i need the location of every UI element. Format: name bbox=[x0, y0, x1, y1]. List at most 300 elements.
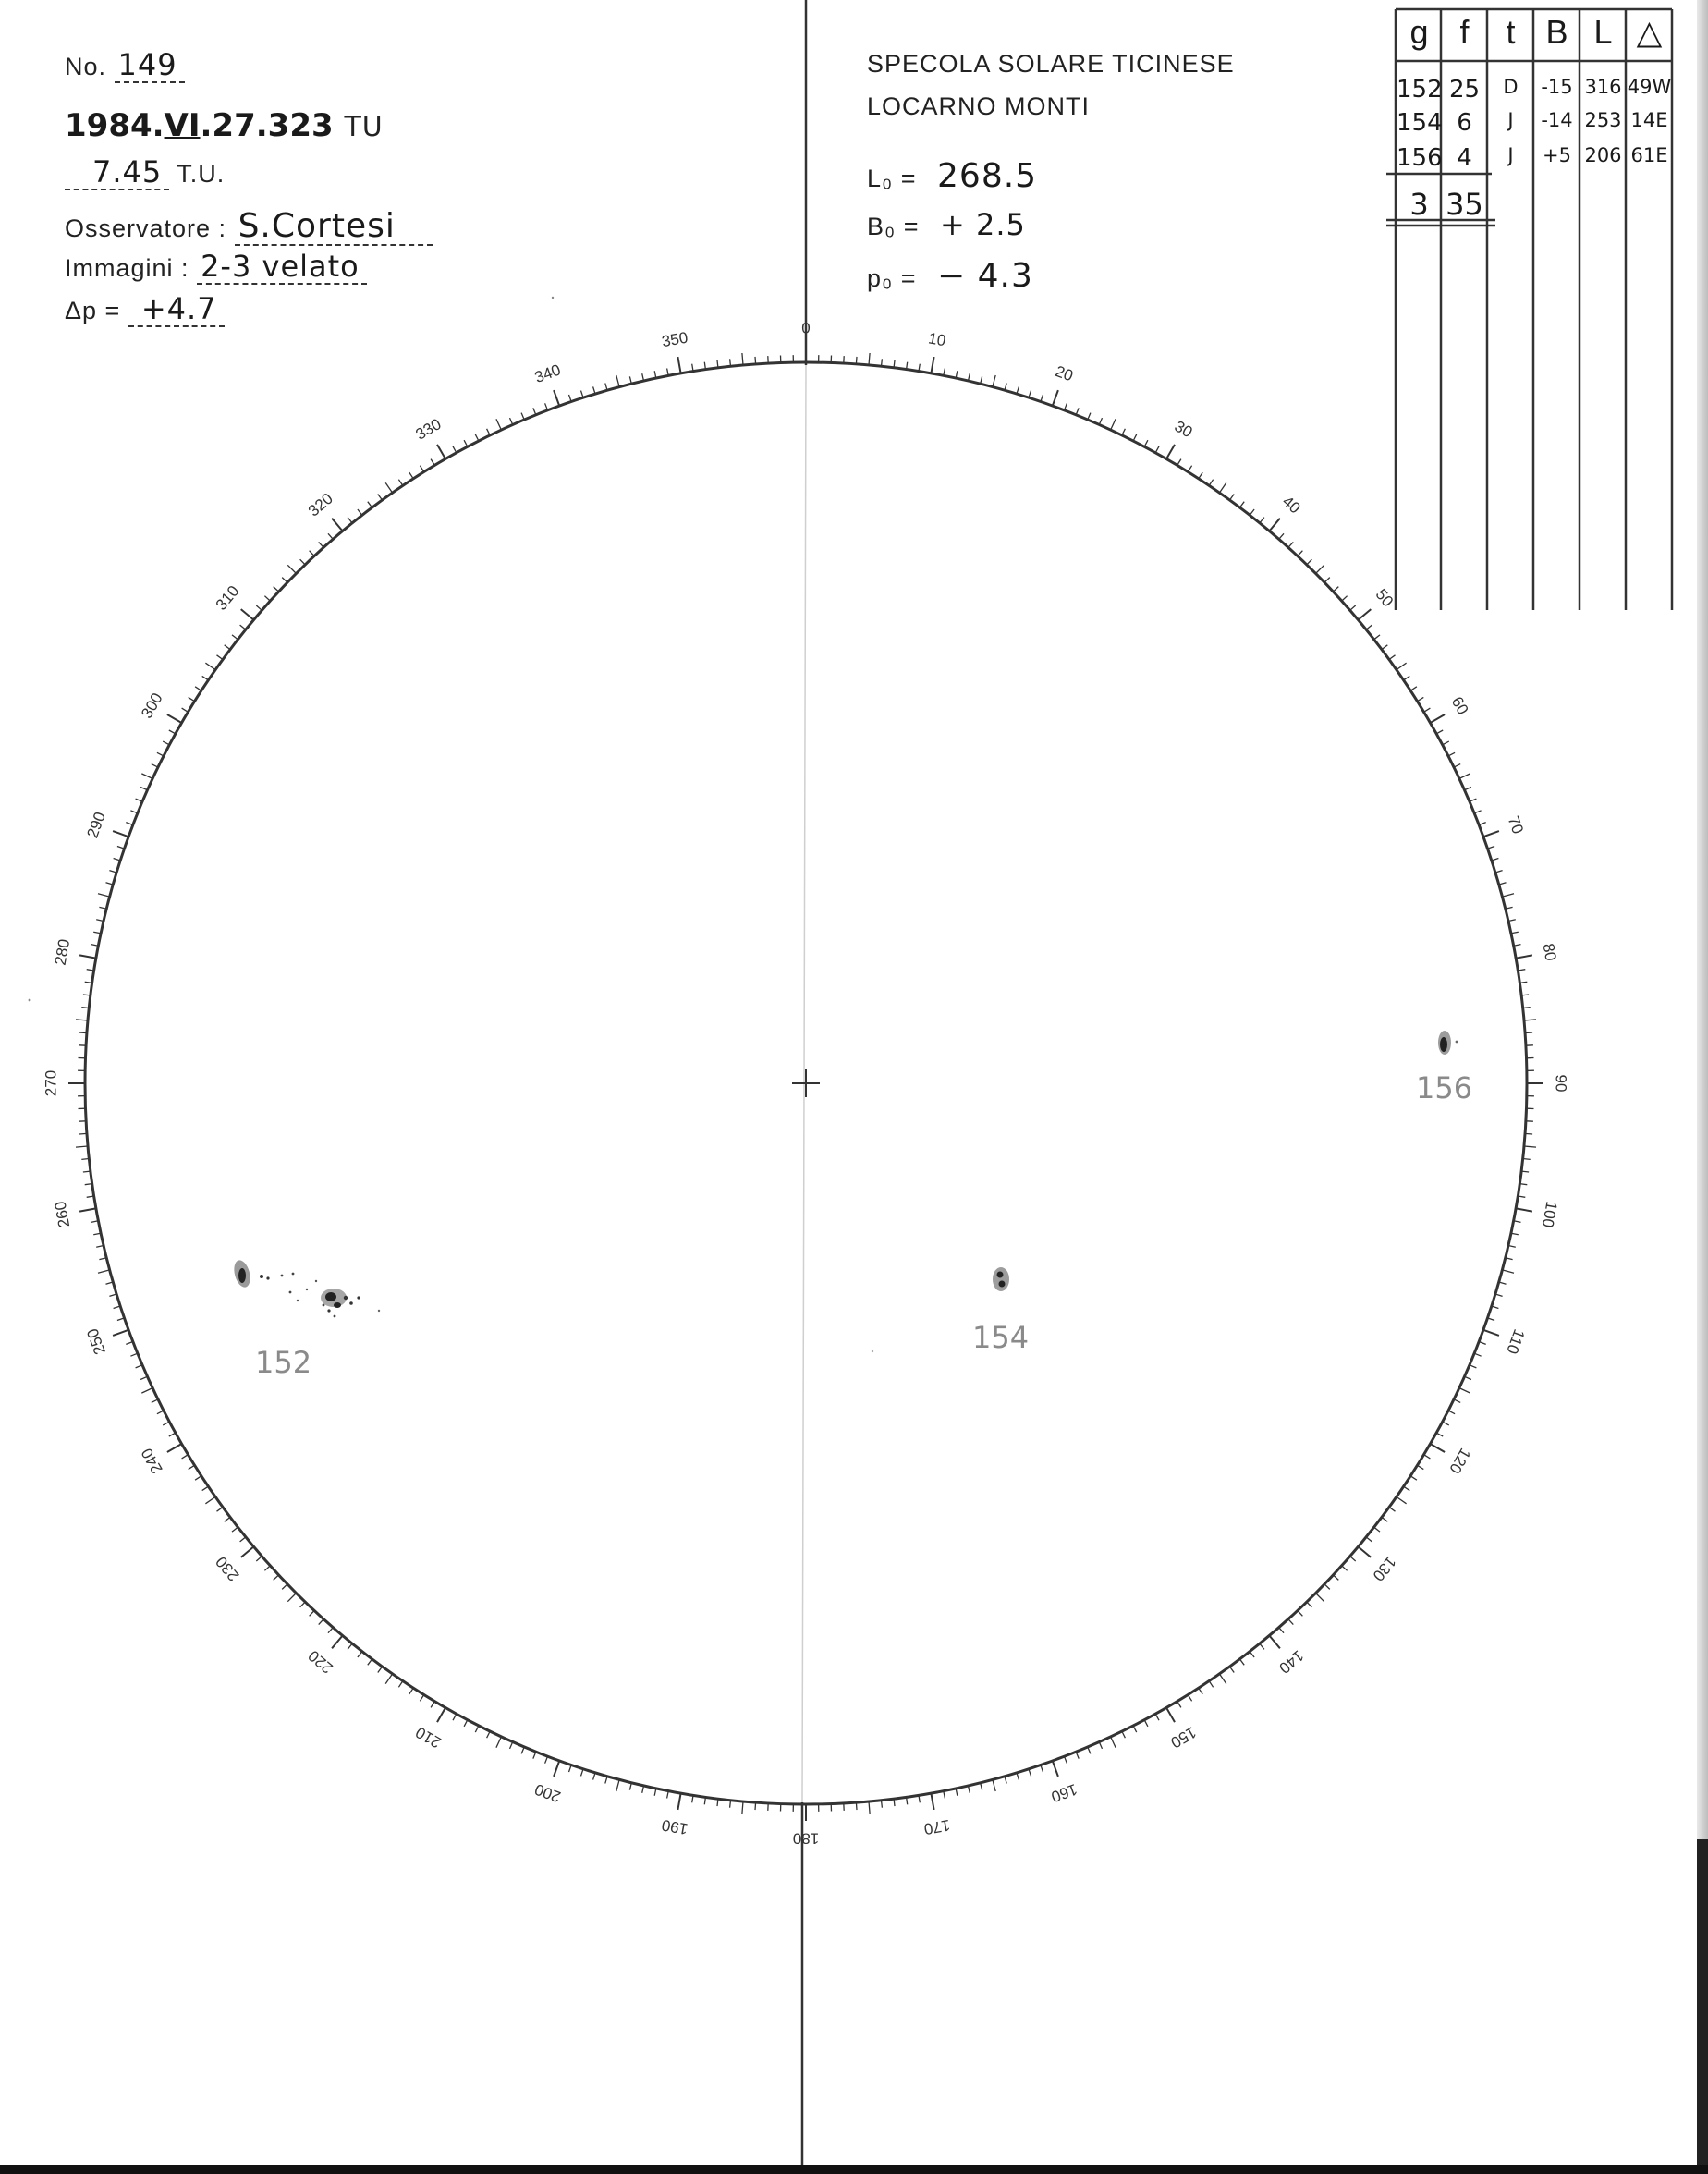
limb-tick bbox=[894, 1799, 895, 1806]
table-header-f: f bbox=[1459, 13, 1470, 51]
limb-tick bbox=[256, 1557, 262, 1561]
b0-row bbox=[867, 207, 1026, 242]
limb-tick-label-230: 230 bbox=[212, 1553, 243, 1585]
limb-tick bbox=[113, 831, 128, 837]
table-cell: 206 bbox=[1584, 144, 1622, 166]
limb-tick-label-170: 170 bbox=[922, 1815, 952, 1838]
limb-tick bbox=[1524, 1146, 1536, 1147]
table-cell: D bbox=[1503, 76, 1519, 98]
limb-tick-label-250: 250 bbox=[83, 1325, 110, 1358]
limb-tick bbox=[717, 1799, 718, 1806]
limb-tick bbox=[1324, 1584, 1330, 1590]
images-value: 2-3 velato bbox=[197, 251, 367, 285]
limb-tick bbox=[1177, 1702, 1181, 1708]
limb-tick-label-260: 260 bbox=[51, 1200, 74, 1229]
table-cell: -15 bbox=[1541, 76, 1573, 98]
limb-tick bbox=[225, 645, 230, 650]
limb-tick bbox=[1188, 1695, 1191, 1702]
limb-tick-label-160: 160 bbox=[1048, 1779, 1080, 1806]
limb-tick-label-70: 70 bbox=[1504, 813, 1527, 837]
table-cell: 152 bbox=[1397, 76, 1443, 104]
table-header-g: g bbox=[1409, 13, 1429, 51]
l0-row bbox=[867, 157, 1037, 195]
limb-tick bbox=[1366, 1537, 1372, 1542]
limb-tick bbox=[157, 1411, 164, 1414]
limb-tick-label-340: 340 bbox=[531, 360, 564, 387]
limb-tick bbox=[1382, 645, 1387, 650]
limb-tick bbox=[1260, 1643, 1264, 1649]
limb-tick bbox=[1144, 1720, 1148, 1727]
l0-label: L₀ = bbox=[867, 165, 917, 192]
limb-tick bbox=[554, 1761, 559, 1777]
limb-tick bbox=[1316, 565, 1324, 573]
limb-tick bbox=[1209, 480, 1213, 486]
limb-tick bbox=[1288, 542, 1293, 547]
limb-tick bbox=[409, 472, 413, 479]
limb-tick bbox=[182, 1455, 189, 1459]
limb-tick bbox=[1088, 1747, 1091, 1753]
limb-tick bbox=[510, 1742, 513, 1749]
table-cell: -14 bbox=[1541, 109, 1573, 131]
limb-tick-label-40: 40 bbox=[1278, 492, 1304, 518]
limb-tick bbox=[1418, 697, 1424, 701]
date-month: VI bbox=[164, 107, 201, 144]
limb-tick bbox=[274, 1575, 279, 1580]
limb-tick bbox=[126, 1342, 133, 1345]
limb-tick bbox=[496, 419, 502, 430]
l0-value: 268.5 bbox=[937, 157, 1038, 195]
limb-tick bbox=[1516, 955, 1532, 958]
limb-tick bbox=[1188, 466, 1191, 472]
limb-tick bbox=[157, 752, 164, 756]
limb-tick bbox=[533, 1752, 536, 1758]
table-cell: J bbox=[1507, 109, 1514, 131]
limb-tick bbox=[1470, 799, 1476, 801]
limb-tick bbox=[195, 687, 201, 690]
limb-tick bbox=[1316, 1594, 1324, 1602]
limb-tick-label-30: 30 bbox=[1171, 417, 1196, 442]
limb-tick bbox=[182, 708, 189, 712]
limb-tick-label-280: 280 bbox=[51, 937, 74, 967]
limb-tick bbox=[1288, 1619, 1293, 1625]
limb-tick bbox=[98, 1270, 110, 1273]
limb-tick-label-300: 300 bbox=[138, 690, 166, 722]
sunspot-group-152 bbox=[231, 1258, 380, 1317]
limb-tick bbox=[1298, 1611, 1302, 1617]
limb-tick bbox=[385, 482, 392, 493]
limb-tick-label-60: 60 bbox=[1447, 693, 1472, 718]
center-cross bbox=[792, 1069, 820, 1097]
table-cell: 14E bbox=[1630, 109, 1668, 131]
time-value: 7.45 bbox=[65, 157, 169, 190]
limb-tick bbox=[319, 542, 323, 547]
table-cell: J bbox=[1507, 144, 1514, 166]
limb-tick-label-200: 200 bbox=[531, 1779, 564, 1806]
limb-tick bbox=[1436, 1433, 1443, 1436]
limb-tick bbox=[869, 1801, 870, 1814]
limb-tick bbox=[1065, 403, 1068, 410]
time-unit: T.U. bbox=[177, 160, 226, 188]
limb-tick bbox=[348, 518, 352, 523]
delta-p-row bbox=[65, 291, 225, 327]
number-value: 149 bbox=[115, 50, 185, 83]
limb-tick bbox=[1133, 434, 1137, 441]
limb-tick-label-330: 330 bbox=[412, 415, 445, 444]
limb-tick bbox=[126, 823, 133, 825]
limb-tick bbox=[287, 565, 296, 573]
table-cell: 6 bbox=[1457, 109, 1472, 137]
limb-tick bbox=[1397, 1496, 1407, 1503]
limb-tick bbox=[152, 1399, 158, 1403]
limb-tick bbox=[464, 1720, 468, 1727]
b0-value: + 2.5 bbox=[940, 207, 1026, 242]
limb-tick bbox=[167, 1444, 182, 1452]
limb-tick bbox=[1443, 741, 1449, 745]
limb-tick bbox=[1502, 894, 1514, 897]
table-cell: +5 bbox=[1543, 144, 1571, 166]
limb-tick bbox=[240, 1537, 246, 1542]
limb-tick bbox=[189, 1465, 195, 1469]
limb-tick bbox=[1209, 1681, 1213, 1688]
limb-tick bbox=[1307, 1602, 1312, 1607]
limb-tick bbox=[1230, 1667, 1235, 1673]
p0-row bbox=[867, 257, 1033, 295]
limb-tick bbox=[1199, 1688, 1202, 1694]
limb-tick bbox=[1239, 1659, 1244, 1665]
limb-tick bbox=[1230, 495, 1235, 501]
limb-tick bbox=[1366, 625, 1372, 629]
limb-tick bbox=[1436, 730, 1443, 734]
limb-tick bbox=[232, 1527, 238, 1532]
limb-tick-label-190: 190 bbox=[660, 1815, 689, 1838]
table-cell: 316 bbox=[1584, 76, 1622, 98]
limb-tick bbox=[163, 741, 169, 745]
limb-tick bbox=[1076, 408, 1079, 414]
limb-tick bbox=[398, 1681, 402, 1688]
b0-label: B₀ = bbox=[867, 213, 920, 240]
limb-tick bbox=[264, 596, 270, 601]
limb-tick bbox=[533, 408, 536, 414]
limb-tick bbox=[1448, 1411, 1455, 1414]
limb-tick bbox=[1088, 413, 1091, 420]
limb-tick bbox=[274, 587, 279, 592]
limb-tick bbox=[328, 1628, 333, 1633]
limb-tick bbox=[225, 1517, 230, 1521]
table-total: 3 bbox=[1409, 187, 1429, 222]
limb-tick bbox=[1076, 1752, 1079, 1758]
limb-tick-label-210: 210 bbox=[412, 1723, 445, 1752]
limb-tick bbox=[1177, 459, 1181, 466]
limb-tick bbox=[287, 1594, 296, 1602]
limb-tick-label-220: 220 bbox=[304, 1646, 336, 1678]
limb-tick bbox=[1502, 1270, 1514, 1273]
limb-tick bbox=[1053, 1761, 1058, 1777]
limb-tick bbox=[475, 1726, 479, 1732]
group-label-154: 154 bbox=[972, 1320, 1030, 1355]
limb-tick bbox=[1404, 676, 1410, 679]
limb-tick bbox=[1525, 1032, 1532, 1033]
limb-tick bbox=[328, 533, 333, 539]
limb-tick-label-150: 150 bbox=[1167, 1723, 1200, 1752]
p0-value: − 4.3 bbox=[937, 257, 1033, 295]
limb-tick bbox=[141, 1388, 152, 1394]
limb-tick bbox=[856, 1802, 857, 1810]
limb-tick bbox=[1483, 831, 1499, 837]
limb-tick bbox=[1459, 774, 1470, 779]
limb-tick bbox=[1350, 605, 1356, 610]
limb-tick bbox=[730, 1801, 731, 1808]
limb-tick bbox=[1133, 1726, 1137, 1732]
limb-tick bbox=[1474, 1353, 1481, 1356]
limb-tick bbox=[136, 799, 142, 801]
limb-tick bbox=[521, 413, 524, 420]
limb-tick bbox=[81, 1159, 89, 1160]
limb-tick bbox=[496, 1737, 502, 1748]
limb-tick bbox=[113, 1330, 128, 1336]
date-prefix: 1984. bbox=[65, 107, 165, 144]
limb-tick-label-320: 320 bbox=[304, 489, 336, 520]
limb-tick bbox=[453, 1714, 457, 1720]
limb-tick-label-180: 180 bbox=[792, 1829, 820, 1848]
scan-bottom-edge bbox=[0, 2165, 1708, 2174]
limb-tick bbox=[677, 357, 680, 373]
sunspot-group-154 bbox=[993, 1267, 1009, 1291]
limb-tick bbox=[1359, 1546, 1372, 1557]
limb-tick bbox=[76, 1146, 88, 1147]
limb-tick bbox=[616, 1779, 619, 1791]
limb-tick bbox=[1260, 518, 1264, 523]
limb-tick-label-90: 90 bbox=[1552, 1074, 1570, 1093]
limb-tick bbox=[717, 360, 718, 368]
limb-tick bbox=[378, 495, 383, 501]
limb-tick bbox=[521, 1747, 524, 1753]
observatory-name: SPECOLA SOLARE TICINESE bbox=[867, 50, 1235, 78]
limb-tick bbox=[1521, 1171, 1529, 1172]
limb-tick bbox=[205, 663, 215, 669]
limb-tick bbox=[1374, 1527, 1380, 1532]
number-label: No. bbox=[65, 53, 107, 80]
limb-tick bbox=[464, 440, 468, 446]
limb-tick bbox=[368, 1659, 372, 1665]
number-row bbox=[65, 47, 185, 83]
limb-tick bbox=[1111, 419, 1116, 430]
limb-tick bbox=[1250, 509, 1254, 515]
limb-tick bbox=[240, 625, 246, 629]
limb-tick-label-100: 100 bbox=[1538, 1200, 1561, 1229]
table-cell: 156 bbox=[1397, 144, 1443, 172]
limb-tick bbox=[882, 359, 883, 366]
limb-tick bbox=[487, 429, 491, 435]
limb-tick bbox=[1418, 1465, 1424, 1469]
sunspot-group-156 bbox=[1438, 1031, 1458, 1055]
limb-tick-label-310: 310 bbox=[212, 581, 243, 614]
limb-tick bbox=[616, 375, 619, 387]
limb-tick bbox=[510, 418, 513, 424]
limb-tick bbox=[1250, 1652, 1254, 1657]
limb-tick bbox=[232, 635, 238, 640]
table-header-delta: △ bbox=[1636, 13, 1663, 51]
limb-tick bbox=[1431, 714, 1446, 723]
limb-tick bbox=[1523, 1159, 1531, 1160]
limb-tick bbox=[1424, 1455, 1431, 1459]
table-header-L: L bbox=[1593, 13, 1613, 51]
limb-tick bbox=[431, 1702, 434, 1708]
limb-tick bbox=[677, 1793, 680, 1810]
limb-tick bbox=[241, 1546, 254, 1557]
limb-tick bbox=[241, 609, 254, 620]
limb-tick bbox=[1298, 551, 1302, 556]
limb-tick bbox=[1525, 1133, 1532, 1134]
observer-value: S.Cortesi bbox=[235, 209, 433, 246]
limb-tick bbox=[202, 1486, 209, 1490]
table-cell: 25 bbox=[1448, 76, 1481, 104]
table-cell: 61E bbox=[1630, 144, 1668, 166]
delta-p-value: +4.7 bbox=[128, 294, 225, 327]
limb-tick bbox=[83, 1171, 91, 1172]
limb-tick bbox=[1279, 1628, 1284, 1633]
limb-tick bbox=[163, 1422, 169, 1425]
limb-tick bbox=[217, 1508, 224, 1512]
limb-tick bbox=[140, 788, 147, 790]
limb-tick-label-120: 120 bbox=[1446, 1445, 1474, 1477]
limb-tick bbox=[195, 1476, 201, 1480]
limb-tick bbox=[167, 714, 182, 723]
images-row bbox=[65, 251, 367, 285]
limb-tick bbox=[1424, 708, 1431, 712]
limb-tick-label-10: 10 bbox=[926, 329, 947, 350]
limb-tick-label-270: 270 bbox=[42, 1069, 60, 1097]
limb-tick bbox=[398, 480, 402, 486]
group-label-152: 152 bbox=[255, 1345, 312, 1380]
limb-tick bbox=[1166, 445, 1175, 459]
limb-tick bbox=[169, 1433, 176, 1436]
limb-tick bbox=[130, 1353, 137, 1356]
limb-tick bbox=[130, 811, 137, 813]
limb-tick bbox=[256, 605, 262, 610]
limb-tick bbox=[1053, 390, 1058, 406]
limb-tick bbox=[1099, 1742, 1102, 1749]
delta-p-label: Δp = bbox=[65, 297, 121, 324]
limb-tick bbox=[487, 1731, 491, 1738]
images-label: Immagini : bbox=[65, 254, 189, 282]
observer-row bbox=[65, 209, 433, 246]
limb-tick bbox=[205, 1496, 215, 1503]
limb-tick bbox=[931, 1793, 933, 1810]
limb-tick-label-240: 240 bbox=[138, 1445, 166, 1477]
date-suffix: .27.323 bbox=[200, 107, 334, 144]
limb-tick bbox=[385, 1674, 392, 1684]
limb-tick bbox=[189, 697, 195, 701]
limb-tick bbox=[1389, 1508, 1396, 1512]
limb-tick bbox=[141, 774, 152, 779]
limb-tick bbox=[1474, 811, 1481, 813]
limb-tick bbox=[1144, 440, 1148, 446]
limb-tick bbox=[1465, 788, 1471, 790]
group-label-156: 156 bbox=[1416, 1070, 1473, 1105]
limb-tick bbox=[894, 360, 895, 368]
limb-tick bbox=[1359, 609, 1372, 620]
limb-tick bbox=[730, 359, 731, 366]
limb-tick bbox=[1122, 429, 1126, 435]
limb-tick-label-110: 110 bbox=[1503, 1326, 1529, 1357]
limb-tick bbox=[310, 1611, 314, 1617]
limb-tick bbox=[202, 676, 209, 679]
limb-tick bbox=[1516, 1208, 1532, 1211]
limb-tick-label-20: 20 bbox=[1053, 362, 1076, 385]
limb-tick bbox=[437, 445, 445, 459]
limb-tick bbox=[264, 1566, 270, 1570]
limb-tick bbox=[1111, 1737, 1116, 1748]
limb-tick bbox=[358, 509, 362, 515]
limb-tick bbox=[152, 764, 158, 768]
limb-tick bbox=[1454, 1399, 1460, 1403]
limb-tick-label-80: 80 bbox=[1539, 942, 1560, 963]
limb-tick-label-50: 50 bbox=[1372, 585, 1397, 611]
limb-tick bbox=[1219, 1674, 1226, 1684]
limb-tick bbox=[1431, 1444, 1446, 1452]
limb-tick bbox=[993, 375, 995, 387]
limb-tick bbox=[1334, 587, 1339, 592]
limb-tick bbox=[79, 1208, 96, 1211]
limb-tick bbox=[282, 578, 287, 583]
limb-tick bbox=[1219, 482, 1226, 493]
limb-tick bbox=[1374, 635, 1380, 640]
limb-tick bbox=[1470, 1365, 1476, 1368]
limb-tick bbox=[332, 1636, 343, 1649]
limb-tick bbox=[1155, 446, 1159, 453]
limb-tick bbox=[545, 1756, 548, 1764]
limb-tick bbox=[1350, 1557, 1356, 1561]
limb-tick bbox=[545, 403, 548, 410]
limb-tick bbox=[1382, 1517, 1387, 1521]
limb-tick bbox=[1334, 1575, 1339, 1580]
limb-tick bbox=[282, 1584, 287, 1590]
limb-tick bbox=[931, 357, 933, 373]
limb-tick bbox=[368, 502, 372, 507]
limb-tick bbox=[1099, 418, 1102, 424]
limb-tick bbox=[554, 390, 559, 406]
date-row bbox=[65, 107, 384, 144]
limb-tick bbox=[1483, 1330, 1499, 1336]
limb-tick bbox=[1307, 559, 1312, 565]
limb-tick bbox=[378, 1667, 383, 1673]
table-cell: 253 bbox=[1584, 109, 1622, 131]
time-row bbox=[65, 154, 226, 190]
limb-tick bbox=[1279, 533, 1284, 539]
limb-tick-label-0: 0 bbox=[801, 319, 811, 337]
limb-tick bbox=[1065, 1756, 1068, 1764]
limb-tick bbox=[319, 1619, 323, 1625]
limb-tick bbox=[1342, 1566, 1348, 1570]
limb-tick bbox=[409, 1688, 413, 1694]
limb-tick bbox=[1479, 1342, 1486, 1345]
limb-tick bbox=[1324, 578, 1330, 583]
limb-tick-label-130: 130 bbox=[1369, 1553, 1400, 1585]
limb-tick bbox=[1199, 472, 1202, 479]
limb-tick bbox=[856, 357, 857, 364]
limb-tick-label-290: 290 bbox=[83, 809, 110, 841]
limb-tick-label-140: 140 bbox=[1275, 1646, 1308, 1678]
limb-tick bbox=[332, 519, 343, 531]
limb-tick bbox=[310, 551, 314, 556]
limb-tick bbox=[420, 466, 423, 472]
limb-tick bbox=[1342, 596, 1348, 601]
limb-tick bbox=[1448, 752, 1455, 756]
limb-tick bbox=[300, 1602, 306, 1607]
limb-tick bbox=[420, 1695, 423, 1702]
limb-tick bbox=[475, 434, 479, 441]
limb-tick bbox=[1404, 1486, 1410, 1490]
